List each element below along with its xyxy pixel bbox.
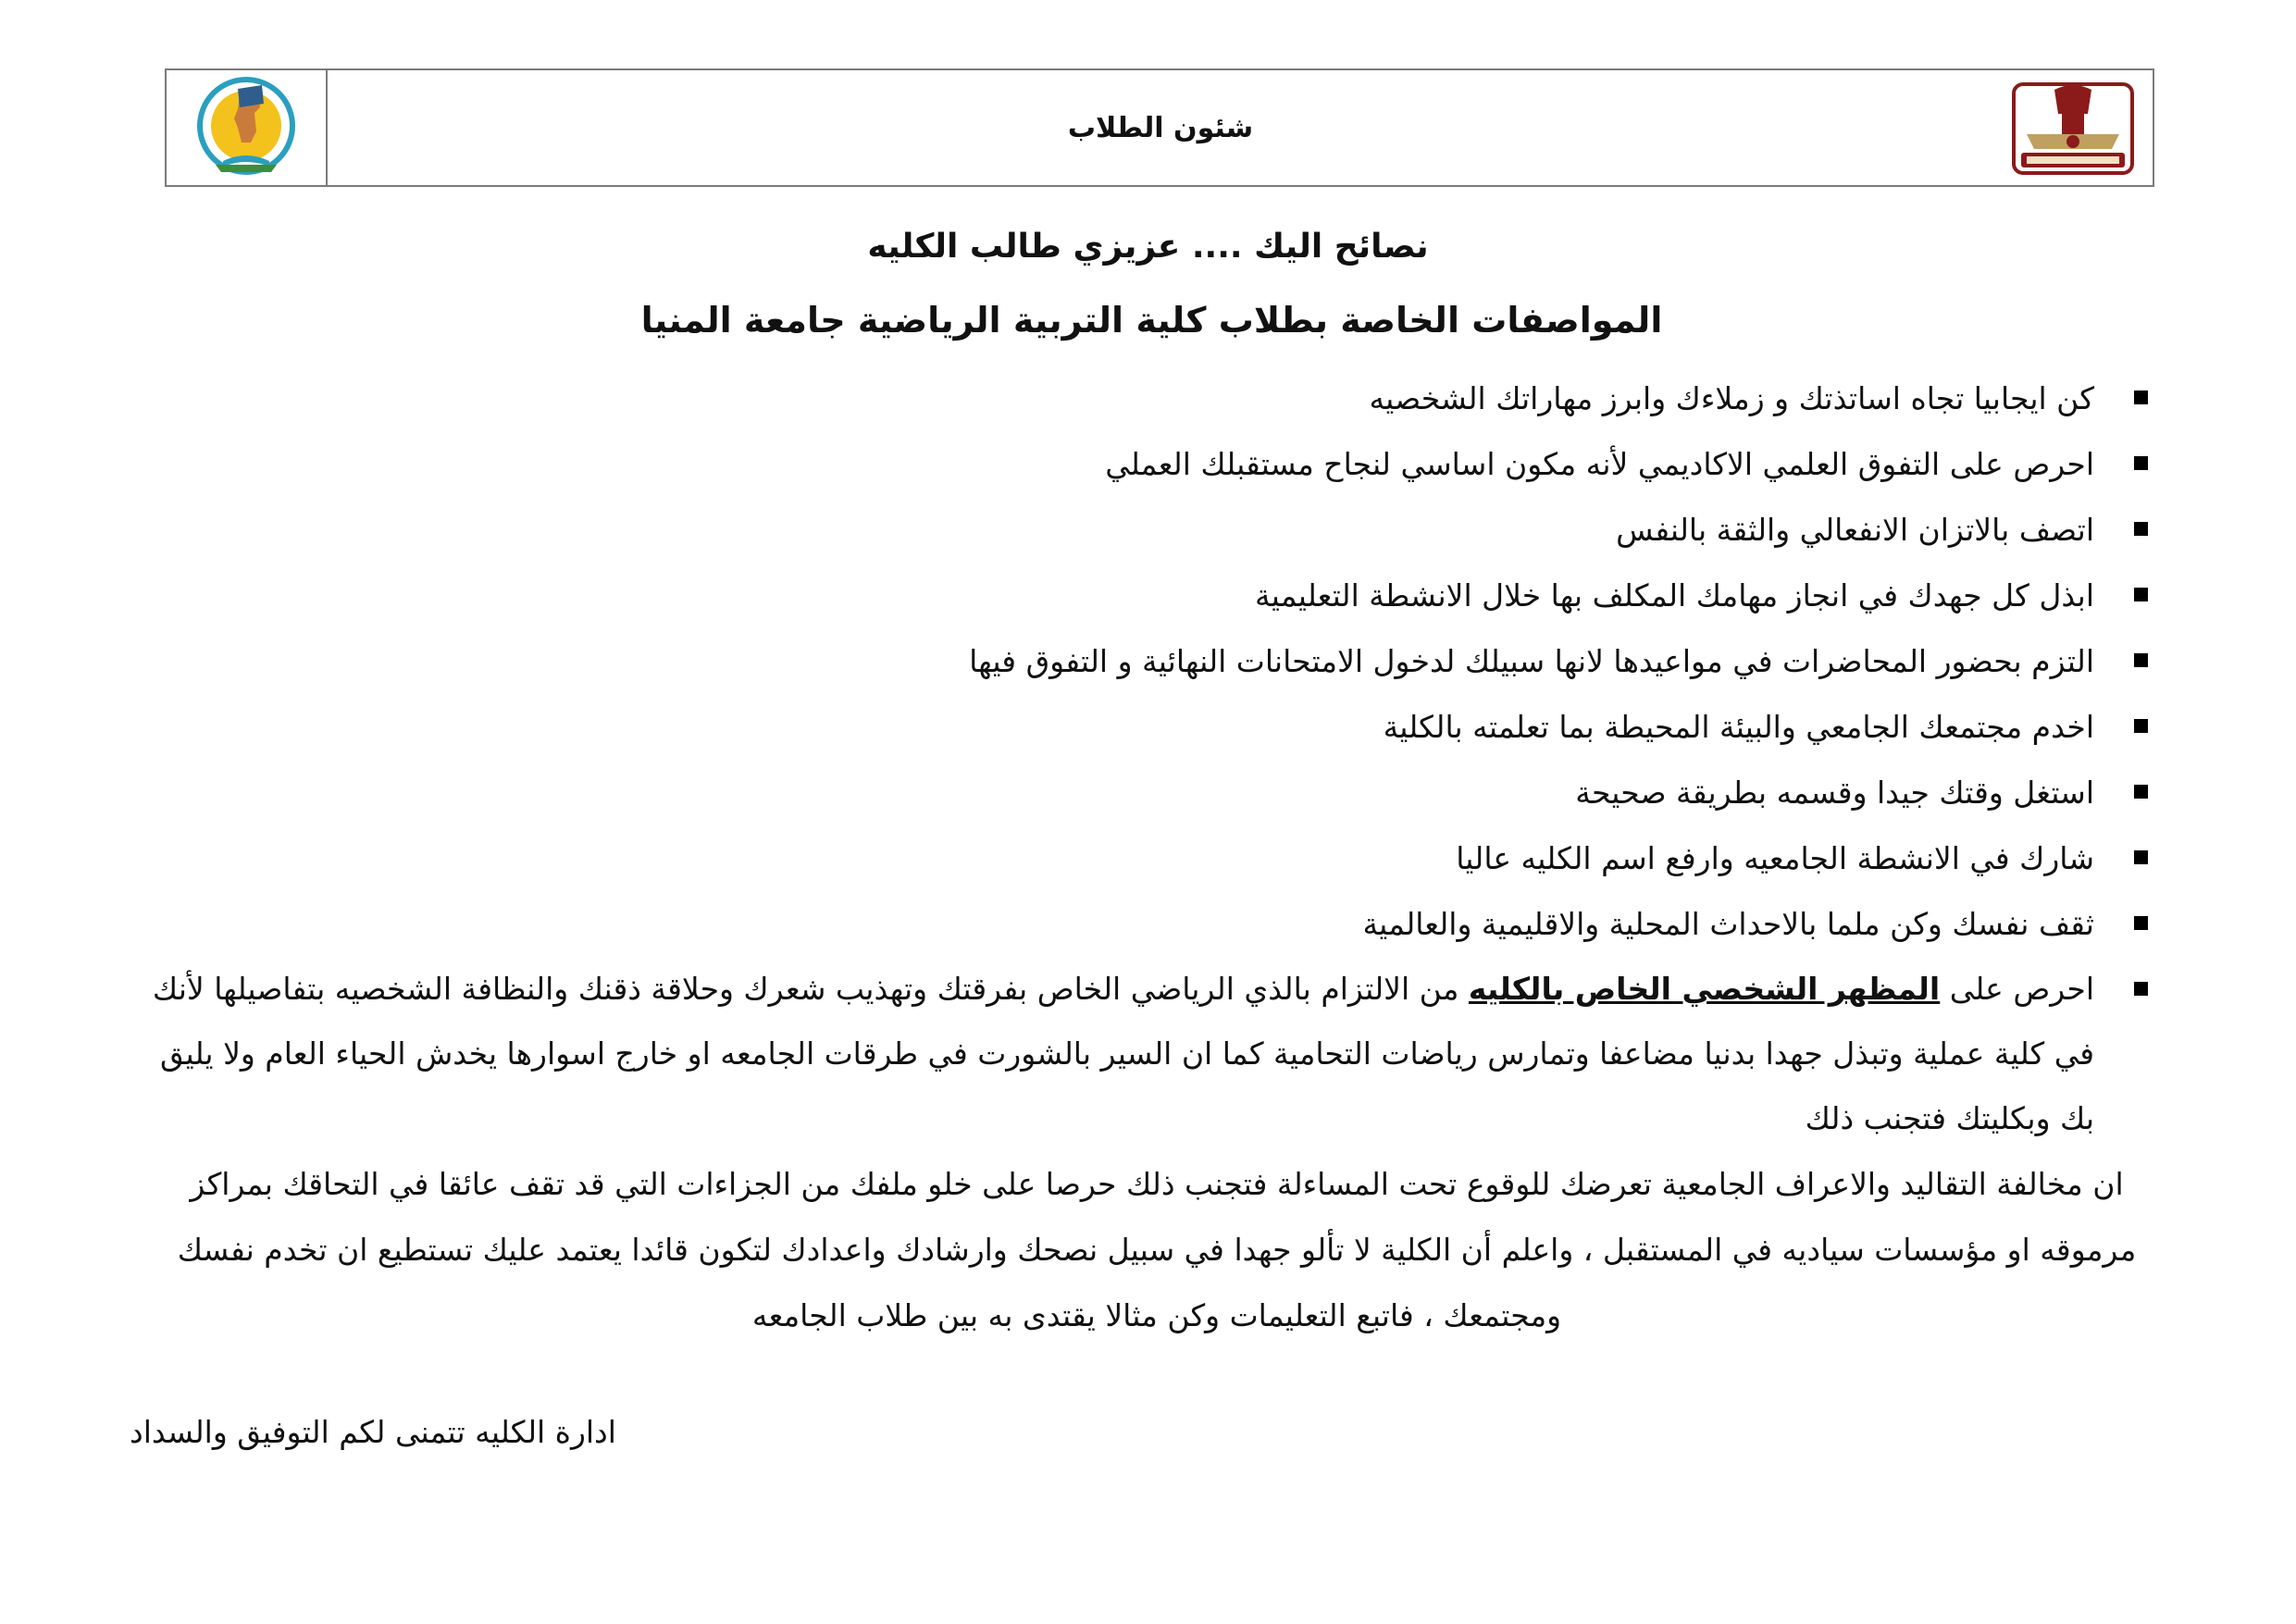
- faculty-physical-education-logo-icon: [2008, 77, 2138, 179]
- list-item: كن ايجابيا تجاه اساتذتك و زملاءك وابرز مهاراتك الشخصيه: [130, 366, 2148, 431]
- header-title: شئون الطلاب: [1067, 111, 1254, 144]
- square-bullet-icon: [2134, 391, 2148, 404]
- list-item: احرص على التفوق العلمي الاكاديمي لأنه مكون اساسي لنجاح مستقبلك العملي: [130, 431, 2148, 497]
- list-item: اخدم مجتمعك الجامعي والبيئة المحيطة بما تعلمته بالكلية: [130, 694, 2148, 760]
- square-bullet-icon: [2134, 456, 2148, 470]
- square-bullet-icon: [2134, 785, 2148, 799]
- advice-list: [130, 366, 2148, 1151]
- advice-title: نصائح اليك .... عزيزي طالب الكليه: [867, 228, 1429, 266]
- list-item: ابذل كل جهدك في انجاز مهامك المكلف بها خلال الانشطة التعليمية: [130, 563, 2148, 628]
- square-bullet-icon: [2134, 719, 2148, 733]
- list-item-appearance: احرص على المظهر الشخصي الخاص بالكليه من الالتزام بالذي الرياضي الخاص بفرقتك وتهذيب شعرك وحلاقة ذقنك والنظافة الشخصيه بتفاصيلها لأنك في كلية عملية وتبذل جهدا بدنيا مضاعفا وتمارس رياضات التحامية كما ان السير بالشورت في طرقات الجامعه او خارج اسوارها يخدش الحياء العام ولا يليق بك وبكليتك فتجنب ذلك: [130, 957, 2148, 1151]
- square-bullet-icon: [2134, 522, 2148, 536]
- list-item: استغل وقتك جيدا وقسمه بطريقة صحيحة: [130, 760, 2148, 825]
- list-item: التزم بحضور المحاضرات في مواعيدها لانها سبيلك لدخول الامتحانات النهائية و التفوق فيها: [130, 628, 2148, 694]
- list-item: ثقف نفسك وكن ملما بالاحداث المحلية والاقليمية والعالمية: [130, 891, 2148, 957]
- list-item: شارك في الانشطة الجامعيه وارفع اسم الكليه عاليا: [130, 825, 2148, 891]
- university-logo: [167, 70, 328, 185]
- square-bullet-icon: [2134, 588, 2148, 601]
- faculty-logo: [1993, 70, 2153, 185]
- square-bullet-icon: [2134, 916, 2148, 930]
- warning-paragraph: ان مخالفة التقاليد والاعراف الجامعية تعرضك للوقوع تحت المساءلة فتجنب ذلك حرصا على خلو ملفك من الجزاءات التي قد تقف عائقا في التحاقك بمراكز مرموقه او مؤسسات سياديه في المستقبل ، واعلم أن الكلية لا تألو جهدا في سبيل نصحك وارشادك واعدادك لتكون قائدا يعتمد عليك تستطيع ان تخدم نفسك ومجتمعك ، فاتبع التعليمات وكن مثالا يقتدى به بين طلاب الجامعه: [177, 1166, 2137, 1333]
- list-item: اتصف بالاتزان الانفعالي والثقة بالنفس: [130, 497, 2148, 563]
- header-title-cell: [328, 70, 1993, 185]
- specifications-title: المواصفات الخاصة بطلاب كلية التربية الرياضية جامعة المنيا: [640, 300, 1663, 341]
- nefertiti-university-logo-icon: [186, 76, 306, 180]
- appearance-emphasis: المظهر الشخصي الخاص بالكليه: [1468, 971, 1941, 1007]
- page-header: [165, 68, 2154, 187]
- closing-signature: ادارة الكليه تتمنى لكم التوفيق والسداد: [130, 1414, 616, 1450]
- square-bullet-icon: [2134, 982, 2148, 996]
- square-bullet-icon: [2134, 850, 2148, 864]
- square-bullet-icon: [2134, 653, 2148, 667]
